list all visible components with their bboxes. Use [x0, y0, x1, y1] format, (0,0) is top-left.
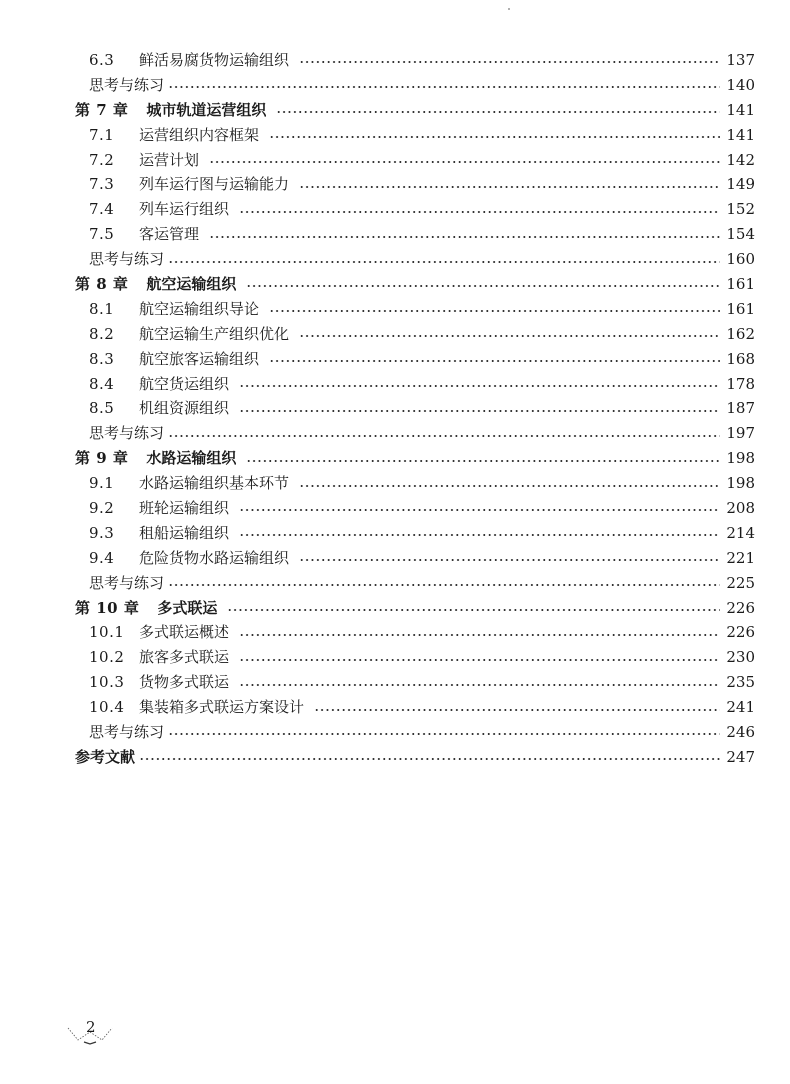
- toc-entry-chapter[interactable]: [75, 272, 755, 297]
- dot-leader: [139, 758, 720, 760]
- section-number: 8.3: [89, 349, 115, 368]
- dot-leader: [299, 559, 720, 561]
- toc-entry-page: 168: [726, 349, 755, 368]
- toc-entry-page: 225: [726, 573, 755, 592]
- toc-entry-page: 214: [726, 523, 755, 542]
- section-number: 8.5: [89, 399, 115, 418]
- toc-entry-page: 160: [726, 250, 755, 269]
- toc-entry-page: 161: [726, 299, 755, 318]
- toc-entry-title: 班轮运输组织: [139, 499, 230, 518]
- chapter-number: 第 10 章: [75, 598, 140, 617]
- dot-leader: [168, 584, 720, 586]
- dot-leader: [239, 534, 720, 536]
- toc-entry-title: 航空货运组织: [139, 374, 230, 393]
- dot-leader: [299, 485, 720, 487]
- toc-entry-exercise[interactable]: [75, 247, 755, 272]
- toc-entry-section[interactable]: [75, 546, 755, 571]
- section-number: 7.3: [89, 175, 115, 194]
- toc-entry-section[interactable]: [75, 172, 755, 197]
- dot-leader: [168, 733, 720, 735]
- toc-entry-title: 集装箱多式联运方案设计: [139, 698, 305, 717]
- toc-entry-page: 178: [726, 374, 755, 393]
- toc-entry-title: 运营组织内容框架: [139, 125, 260, 144]
- toc-entry-title: 思考与练习: [89, 573, 165, 592]
- chapter-number: 第 7 章: [75, 100, 129, 119]
- toc-entry-title: 机组资源组织: [139, 399, 230, 418]
- toc-entry-page: 152: [726, 200, 755, 219]
- toc-entry-page: 226: [726, 623, 755, 642]
- toc-entry-title: 列车运行组织: [139, 200, 230, 219]
- toc-entry-title: 思考与练习: [89, 250, 165, 269]
- toc-entry-title: 旅客多式联运: [139, 648, 230, 667]
- toc-entry-title: 航空运输生产组织优化: [139, 324, 290, 343]
- dot-leader: [239, 659, 720, 661]
- section-number: 8.4: [89, 374, 115, 393]
- dot-leader: [168, 435, 720, 437]
- section-number: 7.4: [89, 200, 115, 219]
- toc-entry-page: 208: [726, 499, 755, 518]
- dot-leader: [227, 609, 720, 611]
- section-number: 9.1: [89, 474, 115, 493]
- toc-entry-section[interactable]: [75, 670, 755, 695]
- toc-entry-title: 多式联运: [157, 598, 218, 617]
- toc-entry-section[interactable]: [75, 496, 755, 521]
- chapter-number: 第 8 章: [75, 275, 129, 294]
- dot-leader: [276, 111, 720, 113]
- dot-leader: [269, 136, 720, 138]
- toc-entry-page: 247: [726, 747, 755, 766]
- toc-entry-title: 运营计划: [139, 150, 200, 169]
- toc-entry-section[interactable]: [75, 521, 755, 546]
- toc-entry-title: 参考文献: [75, 747, 136, 766]
- toc-entry-chapter[interactable]: [75, 98, 755, 123]
- toc-entry-title: 货物多式联运: [139, 673, 230, 692]
- toc-entry-page: 161: [726, 275, 755, 294]
- page-footer: [66, 1018, 114, 1046]
- section-number: 7.5: [89, 225, 115, 244]
- section-number: 9.2: [89, 499, 115, 518]
- toc-entry-title: 思考与练习: [89, 424, 165, 443]
- toc-entry-page: 230: [726, 648, 755, 667]
- toc-entry-section[interactable]: [75, 48, 755, 73]
- dot-leader: [239, 211, 720, 213]
- toc-entry-title: 客运管理: [139, 225, 200, 244]
- section-number: 6.3: [89, 51, 115, 69]
- dot-leader: [239, 385, 720, 387]
- toc-entry-section[interactable]: [75, 322, 755, 347]
- toc-entry-section[interactable]: [75, 197, 755, 222]
- toc-entry-page: 149: [726, 175, 755, 194]
- toc-entry-chapter[interactable]: [75, 446, 755, 471]
- toc-entry-page: 198: [726, 449, 755, 468]
- toc-entry-title: 思考与练习: [89, 75, 165, 94]
- toc-entry-section[interactable]: [75, 471, 755, 496]
- toc-entry-reference[interactable]: [75, 745, 755, 770]
- toc-entry-title: 城市轨道运营组织: [146, 100, 267, 119]
- section-number: 10.3: [89, 673, 125, 692]
- toc-entry-page: 187: [726, 399, 755, 418]
- table-of-contents: [75, 48, 755, 770]
- toc-entry-chapter[interactable]: [75, 596, 755, 621]
- toc-entry-section[interactable]: [75, 620, 755, 645]
- dot-leader: [209, 161, 720, 163]
- section-number: 10.1: [89, 623, 125, 642]
- toc-entry-title: 鲜活易腐货物运输组织: [139, 51, 290, 69]
- toc-entry-section[interactable]: [75, 396, 755, 421]
- dot-leader: [239, 509, 720, 511]
- dot-leader: [299, 61, 720, 63]
- toc-entry-exercise[interactable]: [75, 571, 755, 596]
- dot-leader: [246, 460, 720, 462]
- toc-entry-exercise[interactable]: [75, 73, 755, 98]
- scan-speck: [508, 8, 510, 10]
- dot-leader: [209, 236, 720, 238]
- toc-entry-section[interactable]: [75, 148, 755, 173]
- dot-leader: [299, 186, 720, 188]
- toc-entry-title: 租船运输组织: [139, 523, 230, 542]
- toc-entry-page: 141: [726, 100, 755, 119]
- dot-leader: [239, 410, 720, 412]
- toc-entry-title: 水路运输组织基本环节: [139, 474, 290, 493]
- toc-entry-section[interactable]: [75, 347, 755, 372]
- dot-leader: [168, 261, 720, 263]
- toc-entry-title: 航空旅客运输组织: [139, 349, 260, 368]
- toc-entry-title: 思考与练习: [89, 723, 165, 742]
- section-number: 10.2: [89, 648, 125, 667]
- toc-entry-section[interactable]: [75, 123, 755, 148]
- toc-entry-title: 危险货物水路运输组织: [139, 548, 290, 567]
- toc-entry-section[interactable]: [75, 222, 755, 247]
- toc-entry-page: 140: [726, 75, 755, 94]
- toc-entry-page: 154: [726, 225, 755, 244]
- toc-entry-page: 241: [726, 698, 755, 717]
- section-number: 7.2: [89, 150, 115, 169]
- toc-entry-page: 221: [726, 548, 755, 567]
- toc-entry-exercise[interactable]: [75, 421, 755, 446]
- dot-leader: [168, 86, 720, 88]
- toc-entry-section[interactable]: [75, 297, 755, 322]
- toc-entry-page: 198: [726, 474, 755, 493]
- toc-entry-page: 226: [726, 598, 755, 617]
- toc-entry-section[interactable]: [75, 372, 755, 397]
- toc-entry-page: 142: [726, 150, 755, 169]
- dot-leader: [269, 310, 720, 312]
- dot-leader: [269, 360, 720, 362]
- dot-leader: [299, 335, 720, 337]
- section-number: 8.1: [89, 299, 115, 318]
- toc-entry-section[interactable]: [75, 645, 755, 670]
- section-number: 9.4: [89, 548, 115, 567]
- toc-entry-title: 水路运输组织: [146, 449, 237, 468]
- section-number: 7.1: [89, 125, 115, 144]
- toc-entry-title: 航空运输组织导论: [139, 299, 260, 318]
- toc-entry-title: 航空运输组织: [146, 275, 237, 294]
- toc-entry-page: 235: [726, 673, 755, 692]
- toc-entry-page: 162: [726, 324, 755, 343]
- dot-leader: [239, 634, 720, 636]
- toc-entry-exercise[interactable]: [75, 720, 755, 745]
- toc-entry-page: 137: [726, 51, 755, 69]
- toc-entry-title: 多式联运概述: [139, 623, 230, 642]
- dot-leader: [239, 684, 720, 686]
- section-number: 10.4: [89, 698, 125, 717]
- dot-leader: [246, 285, 720, 287]
- toc-entry-title: 列车运行图与运输能力: [139, 175, 290, 194]
- chapter-number: 第 9 章: [75, 449, 129, 468]
- toc-entry-page: 197: [726, 424, 755, 443]
- toc-entry-page: 246: [726, 723, 755, 742]
- section-number: 8.2: [89, 324, 115, 343]
- dot-leader: [314, 709, 720, 711]
- toc-entry-section[interactable]: [75, 695, 755, 720]
- section-number: 9.3: [89, 523, 115, 542]
- page-number: 2: [86, 1018, 96, 1036]
- toc-entry-page: 141: [726, 125, 755, 144]
